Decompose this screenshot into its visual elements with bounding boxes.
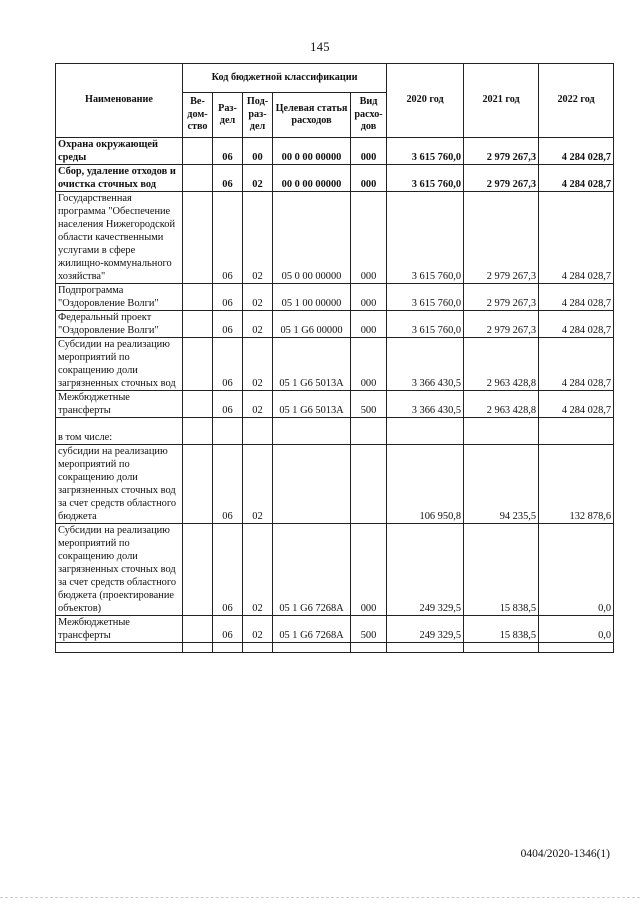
row-2021: 2 979 267,3 — [464, 165, 539, 192]
row-target-article: 05 1 G6 5013A — [273, 338, 351, 391]
row-name: Подпрограмма "Оздоровление Волги" — [56, 284, 183, 311]
row-target-article: 05 1 G6 00000 — [273, 311, 351, 338]
row-razdel: 06 — [213, 445, 243, 524]
row-2020: 3 615 760,0 — [387, 284, 464, 311]
row-vedomstvo — [183, 391, 213, 418]
row-name: в том числе: — [56, 418, 183, 445]
table-row — [56, 418, 614, 445]
table-row — [56, 192, 614, 284]
row-2022: 4 284 028,7 — [539, 138, 614, 165]
row-razdel: 06 — [213, 391, 243, 418]
table-row — [56, 311, 614, 338]
row-razdel: 06 — [213, 311, 243, 338]
row-2020: 249 329,5 — [387, 524, 464, 616]
row-target-article: 00 0 00 00000 — [273, 138, 351, 165]
header-budget-classification: Код бюджетной классификации — [183, 64, 387, 93]
row-2021: 2 963 428,8 — [464, 338, 539, 391]
table-row — [56, 616, 614, 643]
table-row — [56, 165, 614, 192]
row-expense-type: 500 — [351, 616, 387, 643]
row-target-article — [273, 418, 351, 445]
table-row — [56, 445, 614, 524]
row-vedomstvo — [183, 311, 213, 338]
row-podrazdel: 02 — [243, 391, 273, 418]
row-2021 — [464, 418, 539, 445]
row-vedomstvo — [183, 616, 213, 643]
row-podrazdel — [243, 418, 273, 445]
header-2021: 2021 год — [464, 64, 539, 138]
row-expense-type: 000 — [351, 524, 387, 616]
row-2022: 4 284 028,7 — [539, 338, 614, 391]
row-2020: 3 366 430,5 — [387, 338, 464, 391]
row-podrazdel: 02 — [243, 445, 273, 524]
row-expense-type: 000 — [351, 138, 387, 165]
row-razdel — [213, 418, 243, 445]
row-podrazdel: 02 — [243, 338, 273, 391]
header-razdel: Раз-дел — [213, 93, 243, 138]
row-razdel: 06 — [213, 524, 243, 616]
row-name: Межбюджетные трансферты — [56, 616, 183, 643]
row-target-article: 05 1 G6 7268A — [273, 524, 351, 616]
row-podrazdel: 02 — [243, 165, 273, 192]
row-2022 — [539, 418, 614, 445]
row-expense-type — [351, 445, 387, 524]
row-vedomstvo — [183, 524, 213, 616]
row-razdel: 06 — [213, 284, 243, 311]
row-2022 — [539, 643, 614, 653]
page-bottom-edge — [0, 897, 640, 899]
row-expense-type: 000 — [351, 192, 387, 284]
row-vedomstvo — [183, 643, 213, 653]
row-expense-type — [351, 643, 387, 653]
row-podrazdel — [243, 643, 273, 653]
row-name: Федеральный проект "Оздоровление Волги" — [56, 311, 183, 338]
table-row — [56, 524, 614, 616]
row-2021: 2 963 428,8 — [464, 391, 539, 418]
header-2020: 2020 год — [387, 64, 464, 138]
budget-table — [55, 63, 614, 653]
row-2021: 94 235,5 — [464, 445, 539, 524]
row-expense-type — [351, 418, 387, 445]
row-2020 — [387, 643, 464, 653]
row-expense-type: 000 — [351, 165, 387, 192]
row-2021: 2 979 267,3 — [464, 192, 539, 284]
row-2022: 4 284 028,7 — [539, 311, 614, 338]
row-target-article: 05 0 00 00000 — [273, 192, 351, 284]
table-row — [56, 643, 614, 653]
row-2020: 3 615 760,0 — [387, 311, 464, 338]
row-target-article: 05 1 00 00000 — [273, 284, 351, 311]
row-expense-type: 000 — [351, 284, 387, 311]
row-razdel: 06 — [213, 165, 243, 192]
row-razdel: 06 — [213, 138, 243, 165]
row-vedomstvo — [183, 192, 213, 284]
row-podrazdel: 02 — [243, 192, 273, 284]
row-2021: 15 838,5 — [464, 524, 539, 616]
row-2021: 2 979 267,3 — [464, 311, 539, 338]
row-razdel: 06 — [213, 192, 243, 284]
row-2020: 249 329,5 — [387, 616, 464, 643]
row-expense-type: 000 — [351, 338, 387, 391]
table-row — [56, 391, 614, 418]
row-name: Охрана окружающей среды — [56, 138, 183, 165]
row-razdel: 06 — [213, 616, 243, 643]
row-2022: 4 284 028,7 — [539, 391, 614, 418]
row-podrazdel: 02 — [243, 311, 273, 338]
row-2022: 4 284 028,7 — [539, 165, 614, 192]
header-vedomstvo: Ве-дом-ство — [183, 93, 213, 138]
document-number: 0404/2020-1346(1) — [520, 848, 610, 860]
row-name: Сбор, удаление отходов и очистка сточных вод — [56, 165, 183, 192]
row-podrazdel: 02 — [243, 616, 273, 643]
row-vedomstvo — [183, 165, 213, 192]
row-vedomstvo — [183, 418, 213, 445]
row-name: Субсидии на реализацию мероприятий по сокращению доли загрязненных сточных вод за счет средств областного бюджета (проектирование объектов) — [56, 524, 183, 616]
row-2022: 4 284 028,7 — [539, 192, 614, 284]
row-2021: 2 979 267,3 — [464, 284, 539, 311]
table-row — [56, 284, 614, 311]
row-2020: 3 615 760,0 — [387, 165, 464, 192]
row-razdel — [213, 643, 243, 653]
row-2020: 3 366 430,5 — [387, 391, 464, 418]
row-vedomstvo — [183, 138, 213, 165]
header-name: Наименование — [56, 64, 183, 138]
row-target-article — [273, 445, 351, 524]
row-2022: 132 878,6 — [539, 445, 614, 524]
row-2020: 106 950,8 — [387, 445, 464, 524]
row-name: Межбюджетные трансферты — [56, 391, 183, 418]
page-number: 145 — [310, 40, 330, 54]
row-2020 — [387, 418, 464, 445]
header-2022: 2022 год — [539, 64, 614, 138]
row-2021: 2 979 267,3 — [464, 138, 539, 165]
row-2021: 15 838,5 — [464, 616, 539, 643]
row-target-article — [273, 643, 351, 653]
table-row — [56, 138, 614, 165]
header-expense-type: Вид расхо-дов — [351, 93, 387, 138]
row-2020: 3 615 760,0 — [387, 138, 464, 165]
row-vedomstvo — [183, 445, 213, 524]
header-target-article: Целевая статья расходов — [273, 93, 351, 138]
row-target-article: 05 1 G6 5013A — [273, 391, 351, 418]
header-podrazdel: Под-раз-дел — [243, 93, 273, 138]
row-2021 — [464, 643, 539, 653]
row-target-article: 00 0 00 00000 — [273, 165, 351, 192]
row-expense-type: 000 — [351, 311, 387, 338]
row-2022: 0,0 — [539, 524, 614, 616]
row-expense-type: 500 — [351, 391, 387, 418]
row-name: субсидии на реализацию мероприятий по сокращению доли загрязненных сточных вод за счет средств областного бюджета — [56, 445, 183, 524]
row-podrazdel: 00 — [243, 138, 273, 165]
row-podrazdel: 02 — [243, 284, 273, 311]
row-2020: 3 615 760,0 — [387, 192, 464, 284]
row-vedomstvo — [183, 284, 213, 311]
row-2022: 0,0 — [539, 616, 614, 643]
row-name: Субсидии на реализацию мероприятий по сокращению доли загрязненных сточных вод — [56, 338, 183, 391]
row-razdel: 06 — [213, 338, 243, 391]
table-row — [56, 338, 614, 391]
row-podrazdel: 02 — [243, 524, 273, 616]
row-vedomstvo — [183, 338, 213, 391]
row-name — [56, 643, 183, 653]
row-target-article: 05 1 G6 7268A — [273, 616, 351, 643]
row-name: Государственная программа "Обеспечение населения Нижегородской области качественными услугами в сфере жилищно-коммунального хозяйства" — [56, 192, 183, 284]
row-2022: 4 284 028,7 — [539, 284, 614, 311]
